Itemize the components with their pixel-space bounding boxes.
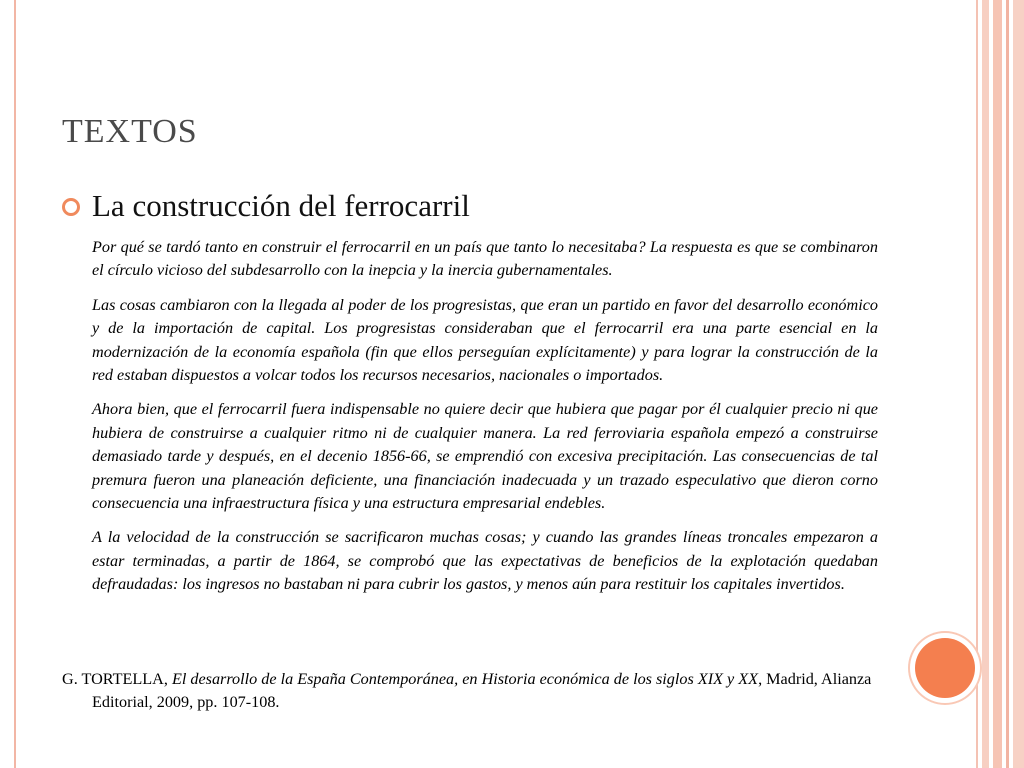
slide-title: TEXTOS [62,113,198,150]
decorative-circle [915,638,975,698]
right-stripe [982,0,989,768]
right-stripe [993,0,1002,768]
citation-author: G. TORTELLA, [62,670,172,688]
quoted-text [92,236,878,608]
paragraph: Ahora bien, que el ferrocarril fuera indispensable no quiere decir que hubiera que pagar por él cualquier precio ni que hubiera de construirse a cualquier ritmo ni de cualquier manera. La red ferroviaria española empezó a construirse demasiado tarde y después, en el decenio 1856-66, se emprendió con excesiva precipitación. Las consecuencias de tal premura fueron una planeación deficiente, una financiación inadecuada y un trazado especulativo que dieron corno consecuencia una infraestructura física y una estructura empresarial endebles. [92,400,878,513]
section-heading: La construcción del ferrocarril [92,188,470,223]
paragraph: Las cosas cambiaron con la llegada al poder de los progresistas, que eran un partido en favor del desarrollo económico y de la importación de capital. Los progresistas consideraban que el ferrocarril era una parte esencial en la modernización de la economía española (fin que ellos perseguían explícitamente) y para lograr la construcción de la red estaban dispuestos a volcar todos los recursos necesarios, nacionales o importados. [92,295,878,385]
citation-details: , Madrid, Alianza Editorial, 2009, pp. 107-108. [92,670,872,712]
right-stripe [1006,0,1009,768]
citation-work: El desarrollo de la España Contemporánea, en Historia económica de los siglos XIX y XX [171,670,759,688]
right-stripe [1013,0,1024,768]
bullet-circle-icon [62,198,80,216]
heading-row [62,188,470,224]
paragraph: A la velocidad de la construcción se sacrificaron muchas cosas; y cuando las grandes líneas troncales empezaron a estar terminadas, a partir de 1864, se comprobó que las expectativas de beneficios de la explotación quedaban defraudadas: los ingresos no bastaban ni para cubrir los gastos, y menos aún para restituir los capitales invertidos. [92,528,878,594]
paragraph: Por qué se tardó tanto en construir el ferrocarril en un país que tanto lo necesitaba? La respuesta es que se combinaron el círculo vicioso del subdesarrollo con la inepcia y la inercia gubernamentales. [92,238,878,280]
citation [62,668,922,715]
left-border-line [14,0,16,768]
right-stripe [976,0,978,768]
